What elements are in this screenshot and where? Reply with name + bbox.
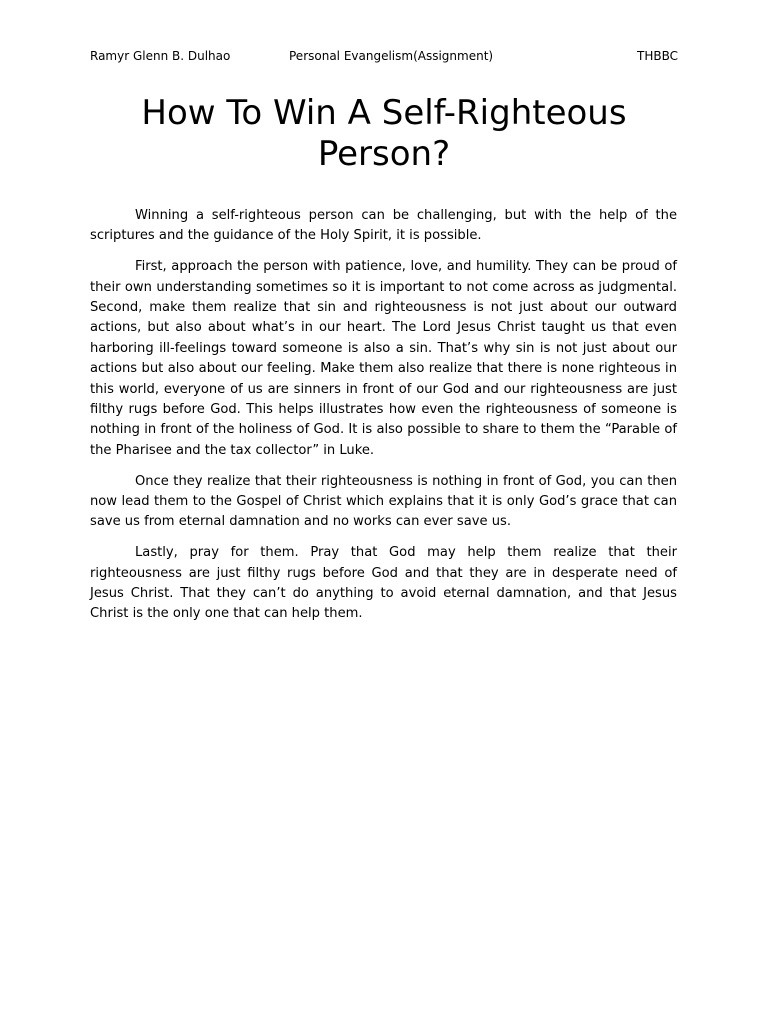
- author-name: Ramyr Glenn B. Dulhao: [90, 49, 231, 63]
- paragraph-intro: Winning a self-righteous person can be challenging, but with the help of the scriptures and the guidance of the Holy Spirit, it is possible.: [90, 208, 677, 244]
- paragraph-gospel: Once they realize that their righteousness is nothing in front of God, you can then now lead them to the Gospel of Christ which explains that it is only God’s grace that can save us from eternal damnation and no works can ever save us.: [90, 473, 677, 530]
- paragraph-first: First, approach the person with patience, love, and humility. They can be proud of their own understanding sometimes so it is important to not come across as judgmental. Second, make them realize that sin and righteousness is not just about our outward actions, but also about what’s in our heart. The Lord Jesus Christ taught us that even harboring ill-feelings toward someone is also a sin. That’s why sin is not just about our actions but also about our feeling. Make them also realize that there is none righteous in this world, everyone of us are sinners in front of our God and our righteousness are just filthy rugs before God. This helps illustrates how even the righteousness of someone is nothing in front of the holiness of God. It is also possible to share to them the “Parable of the Pharisee and the tax collector” in Luke.: [90, 259, 677, 458]
- school-name: THBBC: [637, 49, 678, 63]
- page-header: [90, 47, 678, 65]
- paragraph-lastly: Lastly, pray for them. Pray that God may help them realize that their righteousness are just filthy rugs before God and that they are in desperate need of Jesus Christ. That they can’t do anything to avoid eternal damnation, and that Jesus Christ is the only one that can help them.: [90, 545, 677, 622]
- document-body: [90, 206, 677, 635]
- course-name: Personal Evangelism(Assignment): [289, 49, 494, 63]
- document-title: How To Win A Self-Righteous Person?: [141, 93, 627, 174]
